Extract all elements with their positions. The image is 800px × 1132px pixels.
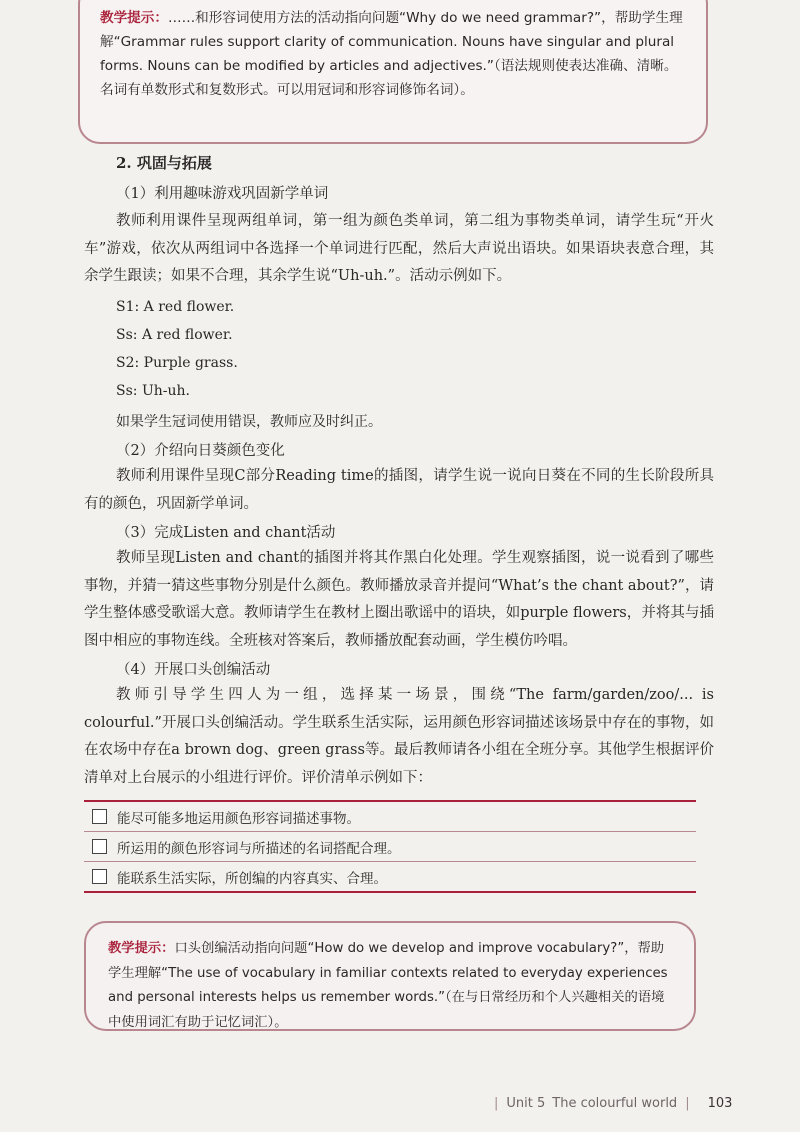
teaching-tip-text: ……和形容词使用方法的活动指向问题“Why do we need grammar?”，帮助学生理解“Grammar rules support clarity of communication. Nouns have singular and plural forms. Nouns can be modified by articles and adjectives.”（语法规则使表达准确、清晰。名词有单数形式和复数形式。可以用冠词和形容词修饰名词）。 <box>100 10 683 98</box>
step-2-paragraph: 教师利用课件呈现C部分Reading time的插图，请学生说一说向日葵在不同的生长阶段所具有的颜色，巩固新学单词。 <box>84 468 714 512</box>
checklist-item[interactable] <box>84 862 696 891</box>
step-1-title: （1）利用趣味游戏巩固新学单词 <box>116 186 329 202</box>
step-2-title: （2）介绍向日葵颜色变化 <box>116 443 285 459</box>
footer-divider: | <box>494 1096 499 1111</box>
checklist-bottom-rule <box>84 891 696 893</box>
teaching-tip-text: 口头创编活动指向问题“How do we develop and improve vocabulary?”，帮助学生理解“The use of vocabulary in familiar contexts related to everyday experiences and personal interests helps us remember words.”（在与日常经历和个人兴趣相关的语境中使用词汇有助于记忆词汇）。 <box>108 941 668 1030</box>
footer-divider: | <box>685 1096 690 1111</box>
dialogue-line: Ss: A red flower. <box>116 327 233 343</box>
teaching-tip-box-bottom <box>84 921 696 1031</box>
checklist-item-text: 能联系生活实际，所创编的内容真实、合理。 <box>117 870 387 887</box>
step-3-title: （3）完成Listen and chant活动 <box>116 525 336 541</box>
section-heading: 2. 巩固与拓展 <box>116 154 212 172</box>
footer-title: The colourful world <box>552 1096 678 1111</box>
checkbox[interactable] <box>92 839 107 854</box>
step-1-paragraph: 教师利用课件呈现两组单词，第一组为颜色类单词，第二组为事物类单词，请学生玩“开火车”游戏，依次从两组词中各选择一个单词进行匹配，然后大声说出语块。如果语块表意合理，其余学生跟读；如果不合理，其余学生说“Uh-uh.”。活动示例如下。 <box>84 213 714 284</box>
teaching-tip-box-top <box>78 0 708 144</box>
step-1-note: 如果学生冠词使用错误，教师应及时纠正。 <box>116 414 382 430</box>
checkbox[interactable] <box>92 809 107 824</box>
checklist-item-text: 能尽可能多地运用颜色形容词描述事物。 <box>117 810 360 827</box>
footer-unit: Unit 5 <box>506 1096 546 1111</box>
dialogue-line: Ss: Uh-uh. <box>116 383 190 399</box>
page-footer <box>486 1096 732 1111</box>
checkbox[interactable] <box>92 869 107 884</box>
checklist-item[interactable] <box>84 802 696 831</box>
teaching-tip-label: 教学提示： <box>108 941 175 956</box>
dialogue-line: S2: Purple grass. <box>116 355 238 371</box>
teaching-tip-label: 教学提示： <box>100 10 168 26</box>
step-4-paragraph: 教师引导学生四人为一组，选择某一场景，围绕“The farm/garden/zoo/... is colourful.”开展口头创编活动。学生联系生活实际，运用颜色形容词描述该场景中存在的事物，如在农场中存在a brown dog、green grass等。最后教师请各小组在全班分享。其他学生根据评价清单对上台展示的小组进行评价。评价清单示例如下： <box>84 687 714 786</box>
evaluation-checklist <box>84 800 696 893</box>
checklist-item-text: 所运用的颜色形容词与所描述的名词搭配合理。 <box>117 840 401 857</box>
checklist-item[interactable] <box>84 832 696 861</box>
step-4-title: （4）开展口头创编活动 <box>116 662 271 678</box>
step-3-paragraph: 教师呈现Listen and chant的插图并将其作黑白化处理。学生观察插图，说一说看到了哪些事物，并猜一猜这些事物分别是什么颜色。教师播放录音并提问“What’s the chant about?”，请学生整体感受歌谣大意。教师请学生在教材上圈出歌谣中的语块，如purple flowers，并将其与插图中相应的事物连线。全班核对答案后，教师播放配套动画，学生模仿吟唱。 <box>84 550 714 649</box>
dialogue-line: S1: A red flower. <box>116 299 235 315</box>
page-number: 103 <box>707 1096 733 1111</box>
